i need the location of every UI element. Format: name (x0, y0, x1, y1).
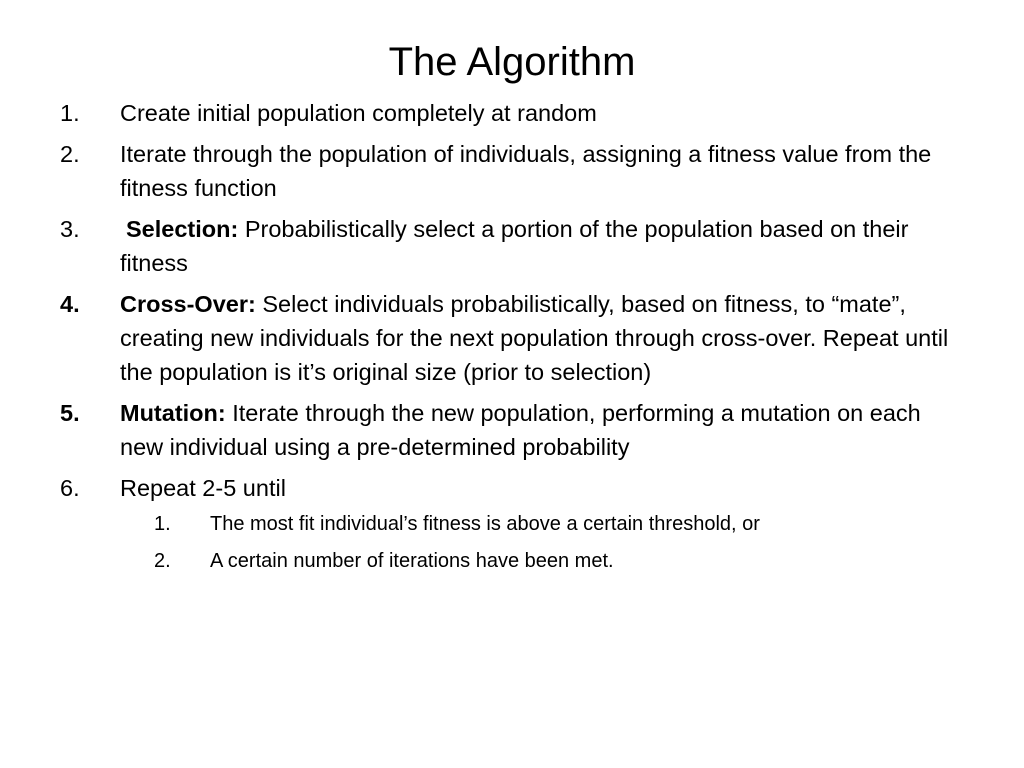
slide-title: The Algorithm (388, 40, 636, 84)
step-text: Iterate through the new population, performing a mutation on each new individual using a pre-determined probability (120, 400, 921, 460)
step-number: 3. (60, 216, 80, 242)
step-lead-selection: Selection: (126, 216, 239, 242)
step-lead-mutation: Mutation: (120, 400, 226, 426)
step-text: Repeat 2-5 until (120, 475, 286, 501)
condition-text: The most fit individual’s fitness is above a certain threshold, or (210, 513, 760, 535)
list-item-step-3 (60, 212, 960, 280)
step-number: 1. (60, 100, 80, 126)
list-item-condition-1 (120, 509, 960, 539)
step-number: 5. (60, 400, 80, 426)
list-item-step-2 (60, 137, 960, 205)
list-item-step-4 (60, 287, 960, 389)
step-text: Create initial population completely at random (120, 100, 597, 126)
stop-conditions-list (120, 509, 960, 576)
list-item-step-6 (60, 471, 960, 576)
list-item-condition-2 (120, 546, 960, 576)
step-number: 2. (60, 141, 80, 167)
step-lead-cross-over: Cross-Over: (120, 291, 256, 317)
step-number: 6. (60, 475, 80, 501)
algorithm-steps-list (60, 96, 960, 583)
condition-number: 1. (154, 513, 171, 535)
step-text: Iterate through the population of individuals, assigning a fitness value from the fitness function (120, 141, 932, 201)
step-text: Probabilistically select a portion of the population based on their fitness (120, 216, 909, 276)
condition-number: 2. (154, 550, 171, 572)
step-text: Select individuals probabilistically, based on fitness, to “mate”, creating new individuals for the next population through cross-over. Repeat until the population is it’s original size (prior to selection) (120, 291, 949, 385)
step-number: 4. (60, 291, 80, 317)
condition-text: A certain number of iterations have been met. (210, 550, 614, 572)
list-item-step-5 (60, 396, 960, 464)
list-item-step-1 (60, 96, 960, 130)
